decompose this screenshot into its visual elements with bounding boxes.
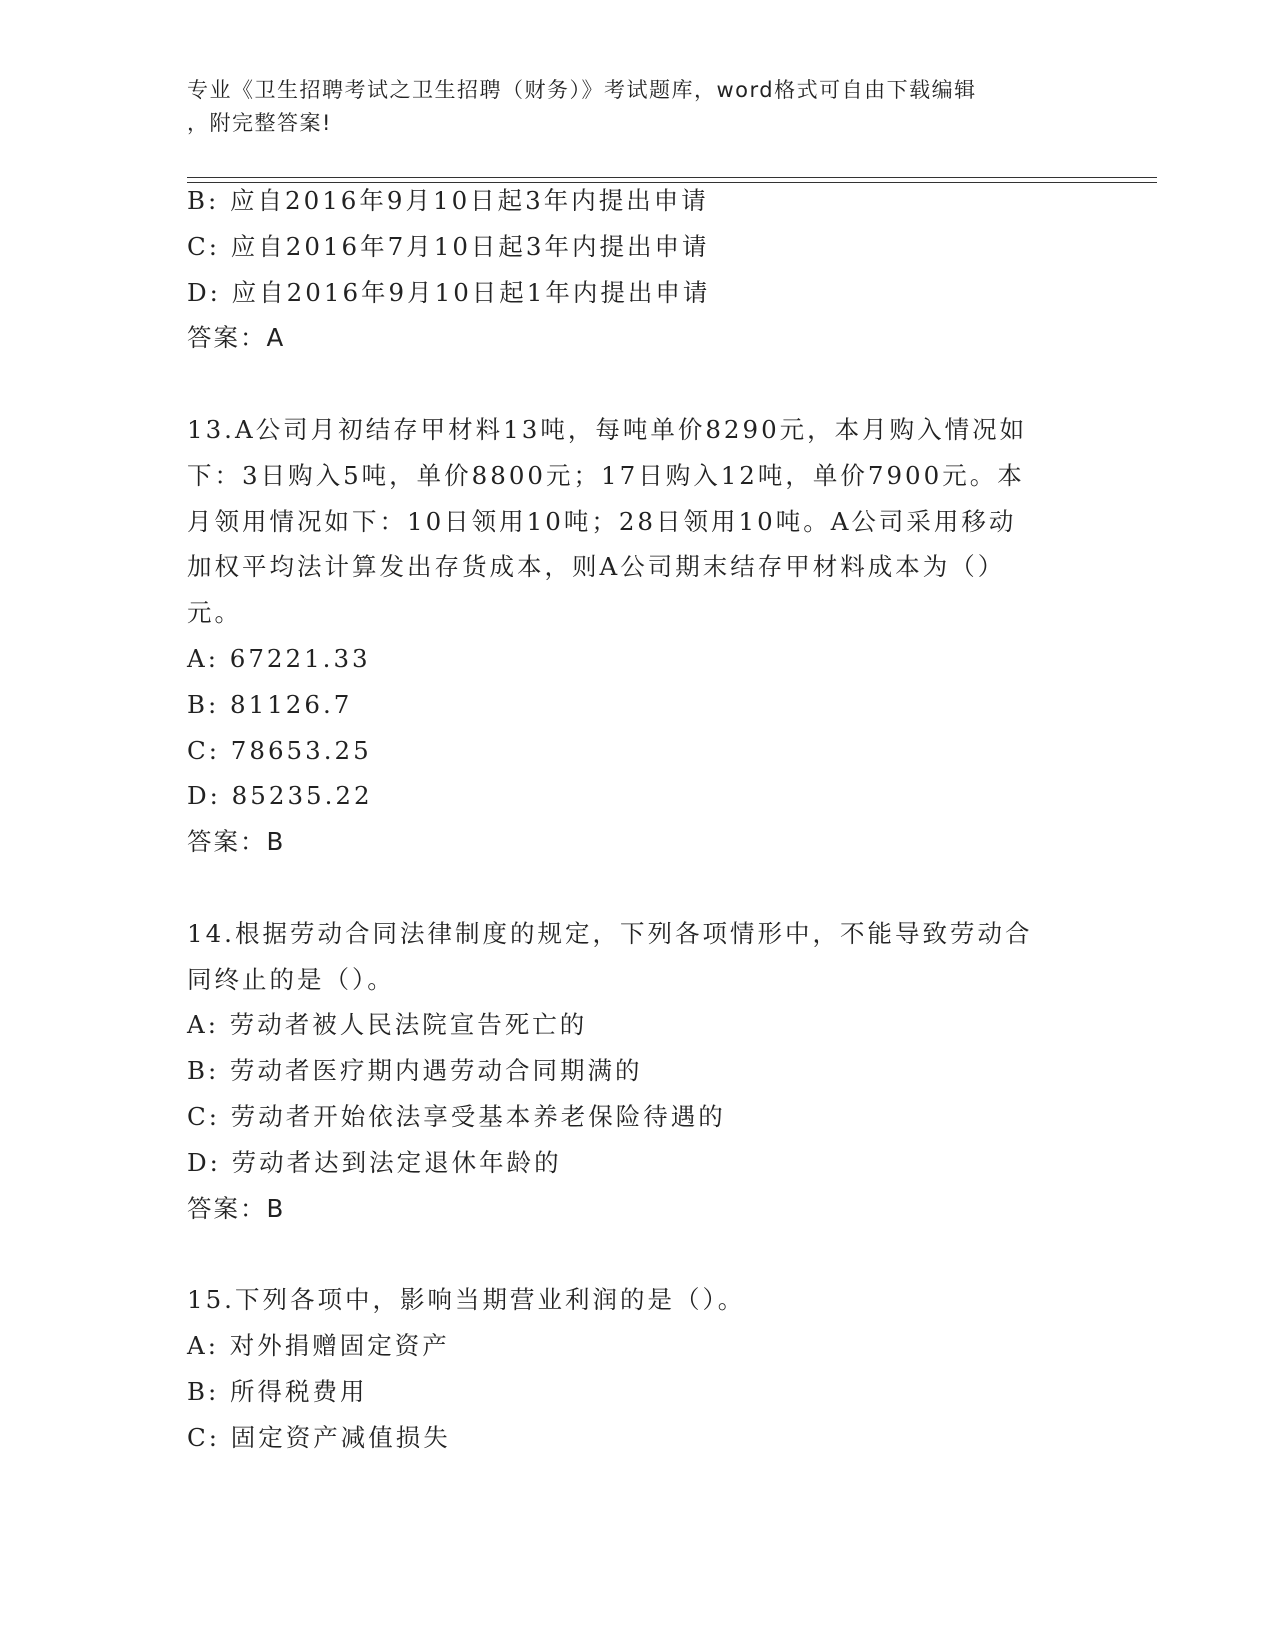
- question-content: [187, 178, 1077, 1460]
- option-c: C: 固定资产减值损失: [187, 1422, 451, 1452]
- answer-line: 答案：B: [187, 1193, 286, 1223]
- spacer: [187, 361, 1077, 407]
- option-b: B: 应自2016年9月10日起3年内提出申请: [187, 186, 709, 215]
- question-stem: 13.A公司月初结存甲材料13吨，每吨单价8290元，本月购入情况如: [187, 414, 1028, 444]
- option-a: A: 对外捐赠固定资产: [187, 1330, 450, 1360]
- option-a: A: 劳动者被人民法院宣告死亡的: [187, 1010, 588, 1040]
- question-stem: 月领用情况如下：10日领用10吨；28日领用10吨。A公司采用移动: [187, 506, 1017, 536]
- option-c: C: 应自2016年7月10日起3年内提出申请: [187, 231, 710, 261]
- question-stem: 14.根据劳动合同法律制度的规定，下列各项情形中，不能导致劳动合: [187, 918, 1033, 948]
- question-stem: 元。: [187, 598, 242, 628]
- spacer: [187, 865, 1077, 911]
- question-15: [187, 1277, 1077, 1460]
- option-a: A: 67221.33: [187, 643, 371, 673]
- option-d: D: 应自2016年9月10日起1年内提出申请: [187, 277, 711, 307]
- question-stem: 同终止的是（）。: [187, 964, 395, 994]
- header-line-1: 专业《卫生招聘考试之卫生招聘（财务）》考试题库，word格式可自由下载编辑: [187, 78, 977, 102]
- option-b: B: 81126.7: [187, 689, 353, 719]
- answer-line: 答案：A: [187, 323, 286, 353]
- answer-line: 答案：B: [187, 827, 286, 857]
- question-13: [187, 407, 1077, 865]
- question-stem: 15.下列各项中，影响当期营业利润的是（）。: [187, 1285, 746, 1315]
- question-stem: 下：3日购入5吨，单价8800元；17日购入12吨，单价7900元。本: [187, 460, 1025, 490]
- spacer: [187, 1231, 1077, 1277]
- option-d: D: 劳动者达到法定退休年龄的: [187, 1147, 562, 1177]
- option-d: D: 85235.22: [187, 781, 373, 811]
- option-c: C: 劳动者开始依法享受基本养老保险待遇的: [187, 1101, 726, 1131]
- header-line-2: ，附完整答案!: [187, 111, 332, 135]
- option-b: B: 所得税费用: [187, 1376, 368, 1406]
- page-header: [187, 74, 1067, 140]
- question-stem: 加权平均法计算发出存货成本，则A公司期末结存甲材料成本为（）: [187, 552, 1006, 582]
- question-14: [187, 911, 1077, 1232]
- option-b: B: 劳动者医疗期内遇劳动合同期满的: [187, 1056, 643, 1086]
- question-12-tail: [187, 178, 1077, 361]
- option-c: C: 78653.25: [187, 735, 372, 765]
